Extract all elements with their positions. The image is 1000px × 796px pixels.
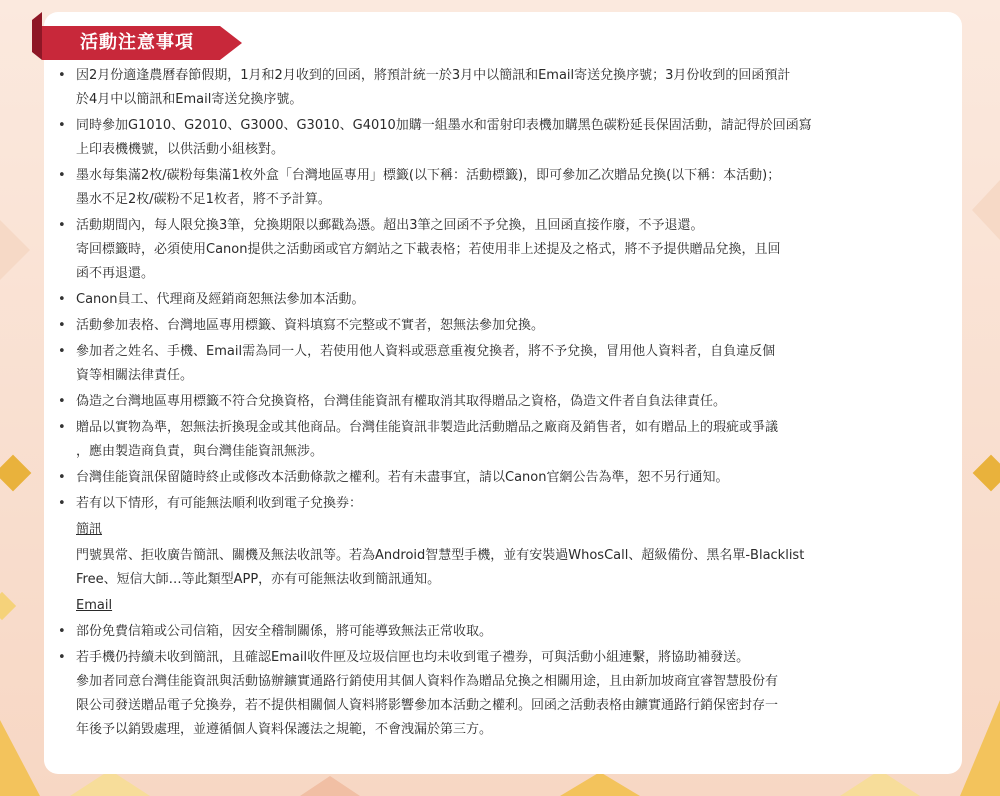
note-item [58, 214, 948, 286]
note-line: • 同時參加G1010、G2010、G3000、G3010、G4010加購一組墨水和雷射印表機加購黑色碳粉延長保固活動，請記得於回函寫 [76, 118, 812, 133]
note-item [58, 466, 948, 490]
note-item [58, 620, 948, 644]
note-line: 上印表機機號，以供活動小組核對。 [76, 142, 285, 157]
decor-diamond-right [973, 455, 1000, 492]
note-line: • Canon員工、代理商及經銷商恕無法參加本活動。 [76, 292, 365, 307]
note-line: • 部份免費信箱或公司信箱，因安全稽制關係，將可能導致無法正常收取。 [76, 624, 493, 639]
note-line: 參加者同意台灣佳能資訊與活動協辦鑛實通路行銷使用其個人資料作為贈品兌換之相關用途，且由新加坡商宜睿智慧股份有 [76, 674, 779, 689]
note-line: 資等相關法律責任。 [76, 368, 194, 383]
note-line: 函不再退還。 [76, 266, 155, 281]
note-item [58, 314, 948, 338]
note-item [58, 288, 948, 312]
notes-list [58, 64, 948, 744]
note-line: • 活動參加表格、台灣地區專用標籤、資料填寫不完整或不實者，恕無法參加兌換。 [76, 318, 545, 333]
note-item [58, 646, 948, 742]
note-line: 墨水不足2枚/碳粉不足1枚者，將不予計算。 [76, 192, 331, 207]
note-line: 寄回標籤時，必須使用Canon提供之活動函或官方網站之下載表格；若使用非上述提及之格式，將不予提供贈品兌換，且回 [76, 242, 781, 257]
note-line: ，應由製造商負責，與台灣佳能資訊無涉。 [76, 444, 324, 459]
note-line: 簡訊 [76, 522, 103, 537]
page-title: 活動注意事項 [80, 32, 194, 53]
note-line: 限公司發送贈品電子兌換券，若不提供相關個人資料將影響參加本活動之權利。回函之活動表格由鑛實通路行銷保密封存一 [76, 698, 779, 713]
note-item [58, 390, 948, 414]
note-line: • 若手機仍持續未收到簡訊，且確認Email收件匣及垃圾信匣也均未收到電子禮券，可與活動小組連繫，將協助補發送。 [76, 650, 750, 665]
note-subheading [58, 518, 948, 542]
note-line: • 若有以下情形，有可能無法順利收到電子兌換券： [76, 496, 363, 511]
note-line: • 因2月份適逢農曆春節假期，1月和2月收到的回函，將預計統一於3月中以簡訊和Email寄送兌換序號；3月份收到的回函預計 [76, 68, 791, 83]
note-item [58, 64, 948, 112]
note-paragraph [58, 544, 948, 592]
note-item [58, 492, 948, 516]
note-line: 於4月中以簡訊和Email寄送兌換序號。 [76, 92, 303, 107]
note-line: • 偽造之台灣地區專用標籤不符合兌換資格，台灣佳能資訊有權取消其取得贈品之資格，偽造文件者自負法律責任。 [76, 394, 727, 409]
note-line: • 活動期間內，每人限兌換3筆，兌換期限以郵戳為憑。超出3筆之回函不予兌換，且回函直接作廢，不予退還。 [76, 218, 704, 233]
note-line: • 台灣佳能資訊保留隨時終止或修改本活動條款之權利。若有未盡事宜，請以Canon官網公告為準，恕不另行通知。 [76, 470, 729, 485]
note-item [58, 416, 948, 464]
note-item [58, 164, 948, 212]
note-item [58, 114, 948, 162]
note-line: Free、短信大師…等此類型APP，亦有可能無法收到簡訊通知。 [76, 572, 441, 587]
note-line: Email [76, 598, 113, 613]
note-subheading [58, 594, 948, 618]
note-line: 年後予以銷毀處理，並遵循個人資料保護法之規範，不會洩漏於第三方。 [76, 722, 493, 737]
note-line: 門號異常、拒收廣告簡訊、關機及無法收訊等。若為Android智慧型手機，並有安裝過WhosCall、超級備份、黑名單-Blacklist [76, 548, 805, 563]
note-line: • 墨水每集滿2枚/碳粉每集滿1枚外盒「台灣地區專用」標籤(以下稱：活動標籤)，即可參加乙次贈品兌換(以下稱：本活動)； [76, 168, 781, 183]
note-item [58, 340, 948, 388]
decor-diamond-left-lower [0, 592, 16, 620]
note-line: • 贈品以實物為準，恕無法折換現金或其他商品。台灣佳能資訊非製造此活動贈品之廠商及銷售者，如有贈品上的瑕疵或爭議 [76, 420, 779, 435]
note-line: • 參加者之姓名、手機、Email需為同一人，若使用他人資料或惡意重複兌換者，將不予兌換，冒用他人資料者，自負違反個 [76, 344, 776, 359]
decor-diamond-left [0, 455, 31, 492]
